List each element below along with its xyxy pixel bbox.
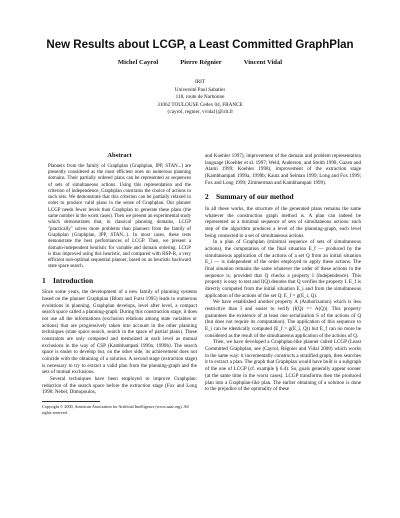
section-title: Summary of our method xyxy=(216,192,294,202)
paragraph: We have established another property A (Authorization) which is less restrictive than I and easier to verify (I(Q) => A(Q)). This property guarantees the existence of at least one serialization S of the actions of Q (but does not require its computation). The application of this sequence to E_i can be identically computed (E_f = g(E_i, Q)) but E_f can no more be considered as the result of the simultaneous application of the actions of Q. xyxy=(205,299,361,339)
left-column xyxy=(42,153,197,415)
affiliation-line: 31062 TOULOUSE Cedex 04, FRANCE xyxy=(157,101,243,108)
affiliation-line: 118, route de Narbonne xyxy=(175,94,225,101)
affiliation-block xyxy=(0,79,400,117)
abstract-heading: Abstract xyxy=(107,152,132,159)
author-name: Michel Cayrol xyxy=(117,59,159,66)
section-number: 2 xyxy=(205,192,209,202)
affiliation-line: IRIT xyxy=(194,79,206,85)
author-name: Vincent Vidal xyxy=(243,59,283,66)
paragraph: In a plan of Graphplan (minimal sequence of sets of simultaneous actions), the computation of the final situation E_f — produced by the simultaneous application of the actions of a set Q from an initial situation E_i — is independent of the order employed to apply these actions. The final situation remains the same whatever the order of these actions in the sequence is, provided that Q checks a property I (Independence). This property is easy to test and I(Q) denotes that Q verifies the property I. E_f is directly computed from the initial situation E_i and from the simultaneous application of the actions of the set Q: E_f = g(E_i, Q). xyxy=(205,239,361,299)
paragraph: In all these works, the structure of the generated plans remains the same whatever the construction graph method is. A plan can indeed be represented as a minimal sequence of sets of simultaneous actions: each step of the algorithm produces a level of the planning-graph, each level being connected to a set of simultaneous actions. xyxy=(205,206,361,239)
section-number: 1 xyxy=(42,275,46,285)
footnote-rule xyxy=(42,401,100,402)
section-title: Introduction xyxy=(53,275,94,285)
section-heading-summary xyxy=(205,194,361,201)
paragraph: Since some years, the development of a new family of planning systems based on the planner Graphplan (Blum and Furst 1995) leads to numerous evolutions in planning. Graphplan develops, level after level, a compact search space called a planning-graph. During this construction stage, it does not use all the informations (exclusion relations among state variables or actions) that are progressively taken into account in the other planning techniques (state space search, search in the space of partial plans). These constraints are only computed and memoized at each level as mutual exclusions in the way of CSP (Kambhampati 1999a, 1999b). The search space is easier to develop but, on the other side, its achievement does not coincide with the obtaining of a solution. A second stage (extraction stage) is necessary to try to extract a valid plan from the planning-graph and the sets of mutual exclusions. xyxy=(42,289,197,376)
author-name: Pierre Régnier xyxy=(180,59,222,66)
affiliation-emails: {cayrol, regnier, vvidal}@irit.fr xyxy=(166,109,234,116)
section-heading-introduction xyxy=(42,275,197,285)
affiliation-line: Université Paul Sabatier xyxy=(174,86,226,93)
author-list xyxy=(0,59,400,66)
paragraph: Then, we have developed a Graphplan-like planner called LCGP (Least Committed Graphplan, see (Cayrol, Régnier and Vidal 2000) which works in the same way: it incrementally constructs a stratified graph, then searches it to extract a plan. The graph that Graphplan would have built is a subgraph of the one of LCGP (cf. example § 6.4). So, goals generally appear sooner (at the same time in the worst cases). LCGP transforms then the produced plan into a Graphplan-like plan. The earlier obtaining of a solution is done to the prejudice of the optimality of these xyxy=(205,339,361,393)
paragraph: and Koehler 1997), improvement of the domain and problem representation language (Koehler et al. 1997; Weld, Anderson, and Smith 1998; Gazen and Alami 1999; Koehler 1998), improvement of the extraction stage (Kambhampati 1999a, 1999b; Kautz and Selman 1999; Long and Fox 1999; Fox and Long 1999; Zimmerman and Kambhampati 1999). xyxy=(205,153,361,186)
paper-title: New Results about LCGP, a Least Committed GraphPlan xyxy=(46,39,354,51)
copyright-footnote: Copyright © 2000, American Association for Artificial Intelligence (www.aaai.org). All rights reserved. xyxy=(42,404,189,415)
paragraph: Several techniques have been employed to improve Graphplan: reduction of the search space before the extraction stage (Fox and Long 1998; Nebel, Dimopoulos, xyxy=(42,376,197,396)
abstract-text: Planners from the family of Graphplan (Graphplan, IPP, STAN...) are presently considered as the most efficient ones on numerous planning domains. Their partially ordered plans can be represented as sequences of sets of simultaneous actions. Using this representation and the criterion of independence, Graphplan constrains the choice of actions in such sets. We demonstrate that this criterion can be partially relaxed in order to produce valid plans in the sense of Graphplan. Our planner LCGP needs fewer levels than Graphplan to generate these plans (the same number in the worst cases). Then we present an experimental study which demonstrates that, in classical planning domains, LCGP "practically" solves more problems than planners from the family of Graphplan (Graphplan, IPP, STAN...). In most cases, these tests demonstrate the best performances of LCGP. Then, we present a domain-independent heuristic for variable and domain ordering. LCGP is thus improved using this heuristic, and compared with HSP-R, a very efficient non-optimal sequential planner, based on an heuristic backward state space search. xyxy=(48,163,191,270)
right-column xyxy=(205,153,361,393)
